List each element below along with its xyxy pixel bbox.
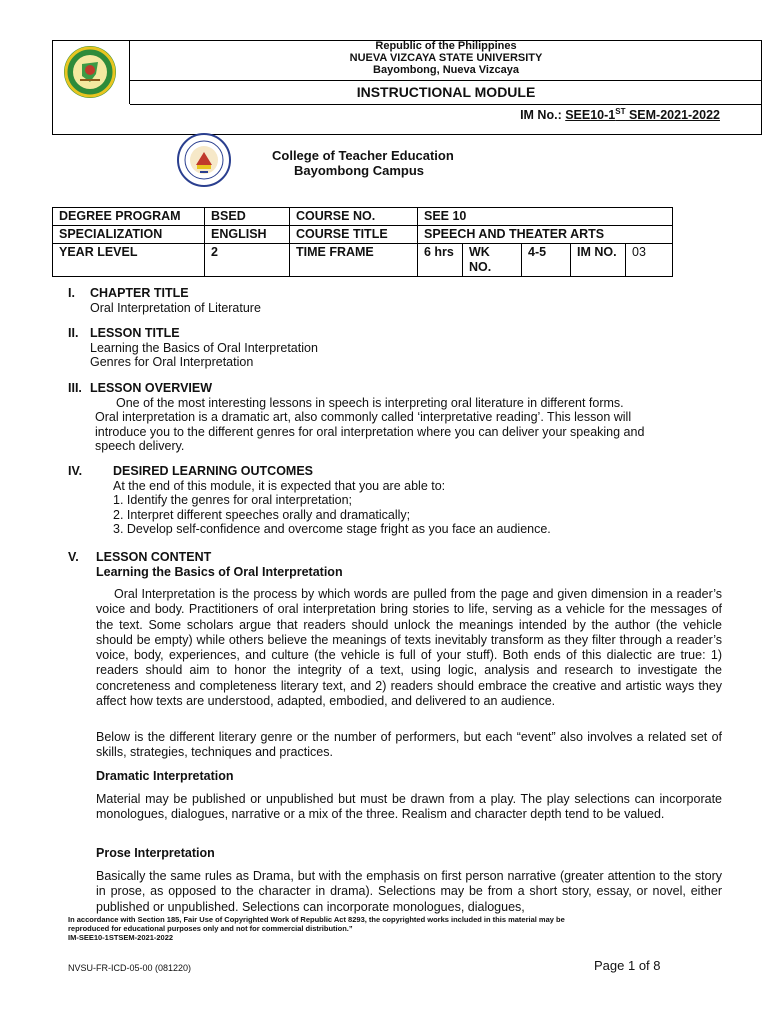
table-cell: 6 hrs <box>418 244 463 277</box>
section-number: II. <box>68 326 79 340</box>
content-paragraph: Below is the different literary genre or the number of performers, but each “event” also involves a related set of skills, strategies, techniques and practices. <box>96 730 722 760</box>
im-code: IM-SEE10-1STSEM-2021-2022 <box>68 933 174 942</box>
overview-line: One of the most interesting lessons in speech is interpreting oral literature in different forms. <box>116 395 624 410</box>
overview-line: introduce you to the different genres for oral interpretation where you can deliver your speaking and <box>95 424 645 439</box>
section-chapter-title <box>68 286 261 315</box>
table-cell: DEGREE PROGRAM <box>53 208 205 226</box>
table-cell: 4-5 <box>522 244 571 277</box>
im-value-rest: SEM-2021-2022 <box>625 108 720 123</box>
copyright-line: In accordance with Section 185, Fair Use of Copyrighted Work of Republic Act 8293, the copyrighted works included in this material may be <box>68 915 565 924</box>
table-cell: YEAR LEVEL <box>53 244 205 277</box>
header-divider <box>130 104 762 105</box>
country-line: Republic of the Philippines <box>375 40 517 52</box>
overview-line: speech delivery. <box>95 439 185 453</box>
college-campus: Bayombong Campus <box>294 163 425 178</box>
outcome-item: 3. Develop self-confidence and overcome stage fright as you face an audience. <box>113 522 551 536</box>
im-value: SEE10-1 <box>565 108 616 123</box>
genre-heading: Prose Interpretation <box>96 846 215 860</box>
content-paragraph: Oral Interpretation is the process by which words are pulled from the page and given dimension in a reader’s voice and body. Practitioners of oral interpretation bring stories to life, serving as a vehicle for the messages of the text. Some scholars argue that readers should unlock the meanings intended by the author (the vehicle should be empty) while others believe the meanings of texts inevitably transform as they filter through a reader’s voice, body, experiences, and culture (the vehicle is full of your stuff). Both ends of this dialectic are true: 1) readers should aim to honor the integrity of a text, using logic, analysis and research to investigate the concreteness and completeness literary text, and 2) readers should embrace the creative and artistic ways they affect how texts are understood, adapted, embodied, and delivered to an audience. <box>96 587 722 709</box>
section-heading: CHAPTER TITLE <box>90 286 189 300</box>
im-number <box>520 107 720 122</box>
content-paragraph: Basically the same rules as Drama, but with the emphasis on first person narrative (greater attention to the story in prose, as opposed to the character in drama). Selections may be from a short story, essay, or novel, either published or unpublished. Selections can incorporate monologues, dialogues, <box>96 869 722 914</box>
table-cell: COURSE TITLE <box>290 226 418 244</box>
document-title: INSTRUCTIONAL MODULE <box>356 84 536 100</box>
outcomes-intro: At the end of this module, it is expected that you are able to: <box>113 478 446 493</box>
table-row <box>53 208 673 226</box>
college-seal-icon <box>176 132 232 188</box>
section-number: V. <box>68 550 79 564</box>
im-value-sup: ST <box>615 107 626 116</box>
university-seal-icon <box>52 40 130 104</box>
section-number: IV. <box>68 464 83 478</box>
header-text <box>130 40 762 76</box>
chapter-title-text: Oral Interpretation of Literature <box>90 300 261 315</box>
page-number: Page 1 of 8 <box>594 958 661 973</box>
table-cell: IM NO. <box>571 244 626 277</box>
content-paragraph: Material may be published or unpublished but must be drawn from a play. The play selections can incorporate monologues, dialogues, narrative or a mix of the three. Realism and character depth tend to be valued. <box>96 792 722 822</box>
university-seal-cell <box>52 40 130 104</box>
college-logo <box>176 132 232 191</box>
college-name: College of Teacher Education <box>272 148 454 163</box>
table-cell: BSED <box>205 208 290 226</box>
section-number: III. <box>68 381 82 395</box>
lesson-title-text: Learning the Basics of Oral Interpretation <box>90 340 318 355</box>
section-lesson-overview <box>68 381 728 454</box>
content-subheading: Learning the Basics of Oral Interpretation <box>96 564 343 579</box>
section-learning-outcomes <box>68 464 728 537</box>
college-block <box>272 148 454 178</box>
copyright-note <box>68 915 724 942</box>
table-row <box>53 226 673 244</box>
section-heading: LESSON OVERVIEW <box>90 381 213 395</box>
outcome-item: 2. Interpret different speeches orally and dramatically; <box>113 507 411 522</box>
form-code: NVSU-FR-ICD-05-00 (081220) <box>68 963 192 973</box>
table-cell: 03 <box>626 244 673 277</box>
table-row <box>53 244 673 277</box>
course-info-table <box>52 207 673 277</box>
table-cell: SPECIALIZATION <box>53 226 205 244</box>
section-lesson-title <box>68 326 318 370</box>
table-cell: TIME FRAME <box>290 244 418 277</box>
header-divider <box>130 80 762 81</box>
table-cell: ENGLISH <box>205 226 290 244</box>
section-heading: LESSON CONTENT <box>96 550 212 564</box>
table-cell: COURSE NO. <box>290 208 418 226</box>
university-name: NUEVA VIZCAYA STATE UNIVERSITY <box>349 52 543 64</box>
university-location: Bayombong, Nueva Vizcaya <box>373 64 519 76</box>
section-lesson-content <box>68 550 728 579</box>
copyright-line: reproduced for educational purposes only and not for commercial distribution.” <box>68 924 353 933</box>
table-cell: SEE 10 <box>418 208 673 226</box>
genre-heading: Dramatic Interpretation <box>96 769 234 783</box>
table-cell: 2 <box>205 244 290 277</box>
section-heading: LESSON TITLE <box>90 326 180 340</box>
overview-line: Oral interpretation is a dramatic art, also commonly called ‘interpretative reading’. This lesson will <box>95 410 632 424</box>
table-cell: SPEECH AND THEATER ARTS <box>418 226 673 244</box>
im-label: IM No.: <box>520 108 566 123</box>
table-cell: WK NO. <box>463 244 522 277</box>
section-number: I. <box>68 286 75 300</box>
lesson-title-text: Genres for Oral Interpretation <box>90 355 254 369</box>
outcome-item: 1. Identify the genres for oral interpretation; <box>113 493 353 507</box>
section-heading: DESIRED LEARNING OUTCOMES <box>113 464 314 478</box>
